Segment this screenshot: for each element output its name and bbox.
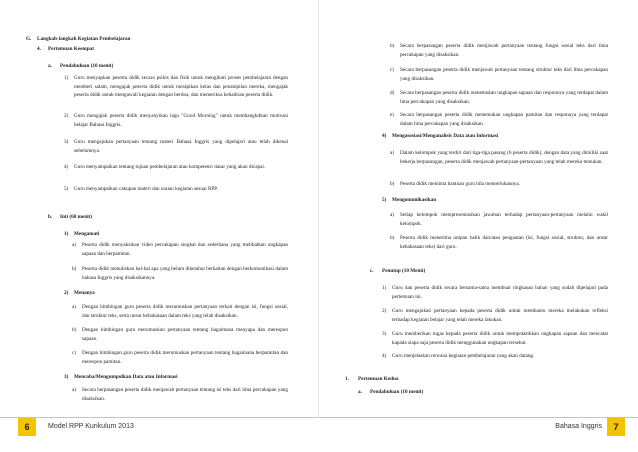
list-item: Guru memberikan tugas kepada peserta didik untuk mempraktikkan ungkapan sapaan dan mencatat kapada siapa saja peserta didik menggunakan ungkapan tersebut. <box>392 331 608 346</box>
subsection-b-label: b. <box>48 214 53 220</box>
list-item-number: a) <box>390 212 395 218</box>
list-item: Guru menyampaikan tentang tujuan pembelajaran atau kompetensi dasar yang akan dicapai. <box>74 164 266 170</box>
step-title: Mengamati <box>74 231 100 237</box>
list-item: Guru menyapkan peserta didik secara psikis dan fisik untuk mengikuti proses pembelajaran dengan memberi salam, mengajak peserta didik untuk merapikan kelas dan penampilan mereka, mengajak peserta didik untuk mengawali kegiatan dengan berdoa, dan memeriksa kehadiran peserta didik. <box>74 75 288 99</box>
list-item-number: b) <box>72 266 77 272</box>
list-item: Secara berpasangan peserta didik menemukan ungkapan sapaan dan responnya yang terdapat dalam lima percakapan yang disaksikan. <box>400 90 608 105</box>
list-item-number: 5) <box>64 186 69 192</box>
subsection-b-title: Inti (60 menit) <box>60 214 92 220</box>
list-item: Peserta didik menyaksikan video percakapan singkat dan sederhana yang melibatkan ungkapan sapaan dan berpamitan. <box>82 242 288 257</box>
list-item-number: 4) <box>382 353 387 359</box>
list-item: Dengan bimbingan guru merumuskan pertanyaan tentang bagaimana menyapa dan merespon sapaan. <box>82 327 288 342</box>
list-item-number: a) <box>72 242 77 248</box>
page-number-badge: 7 <box>607 418 625 436</box>
page-number-badge: 6 <box>18 418 36 436</box>
list-item-number: b) <box>390 43 395 49</box>
list-item-number: a) <box>390 150 395 156</box>
next-meeting-title: Pertemuan Kedua <box>358 376 399 382</box>
list-item-number: a) <box>72 304 77 310</box>
step-title: Mengomunikasikan <box>392 197 437 203</box>
subsection-c-label: c. <box>370 268 374 274</box>
step-number: 1) <box>64 231 69 237</box>
list-item-number: 3) <box>64 139 69 145</box>
footer-rule <box>319 417 638 418</box>
step-title: Menanya <box>74 290 95 296</box>
list-item-number: 2) <box>64 113 69 119</box>
list-item: Dengan bimbingan guru peserta didik merumuskan pertanyaan tentang bagaimana berpamitan dan merespon pamitan. <box>82 350 288 365</box>
list-item: Guru mengajukan pertanyaan tentang materi Bahasa Inggris yang dipelajari atau telah dikenal sebelumnya. <box>74 139 288 154</box>
meeting-title: Pertemuan Keempat <box>48 46 94 52</box>
list-item-number: b) <box>390 181 395 187</box>
list-item-number: 1) <box>64 75 69 81</box>
subsection-a-title: Pendahuluan (10 menit) <box>60 63 114 69</box>
list-item: Secara berpasangan peserta didik menjawab pertanyaan tentang struktur teks dari lima percakapan yang disaksikan. <box>400 67 608 82</box>
list-item-number: b) <box>72 327 77 333</box>
step-title: Mengasosiasi/Menganalisis Data atau Informasi <box>392 133 499 139</box>
list-item: Setiap kelompok mempresentasikan jawaban terhadap pertanyaan-pertanyaan melalui wakil kelompok. <box>400 212 608 227</box>
section-title: Langkah-langkah Kegiatan Pembelajaran <box>37 36 131 42</box>
section-label: G. <box>26 36 32 42</box>
list-item-number: 2) <box>382 308 387 314</box>
list-item-number: e) <box>390 112 395 118</box>
right-page <box>319 0 638 452</box>
list-item-number: b) <box>390 235 395 241</box>
list-item-number: a) <box>72 387 77 393</box>
list-item: Guru mengajukan pertanyaan kepada peserta didik untuk membantu mereka melakukan refleksi terhadap kegiatan belajar yang telah mereka lakukan. <box>392 308 608 323</box>
list-item-number: c) <box>72 350 77 356</box>
step-number: 5) <box>382 197 387 203</box>
subsection-a-label: a. <box>48 63 52 69</box>
list-item: Secara berpasangan peserta didik menjawab pertanyaan tentang isi teks dari lima percakapan yang disaksikan. <box>82 387 288 402</box>
list-item: Guru dan peserta didik secara bersama-sama membuat ringkasan bahan yang sudah dipelajari pada pertemuan ini. <box>392 285 608 300</box>
list-item: Peserta didik meminta bantuan guru bila memerlukannya. <box>400 181 520 187</box>
list-item: Guru mengajak peserta didik menyanyikan lagu "Good Morning" untuk membangkitkan motivasi belajar Bahasa Inggris. <box>74 113 288 128</box>
footer-rule <box>0 417 319 418</box>
list-item: Peserta didik menerima umpan balik dan/atau penguatan (isi, fungsi sosial, struktur, dan unsur kebahasaan teks) dari guru. <box>400 235 608 250</box>
footer-book-title: Model RPP Kurikulum 2013 <box>48 423 134 430</box>
list-item: Secara berpasangan peserta didik menemukan ungkapan pamitan dan responnya yang terdapat dalam lima percakapan yang disaksikan. <box>400 112 608 127</box>
step-title: Mencoba/Mengumpulkan Data atau Informasi <box>74 374 178 380</box>
list-item-number: 4) <box>64 164 69 170</box>
next-meeting-number: 1. <box>345 376 349 382</box>
footer-subject: Bahasa Inggris <box>555 423 602 430</box>
list-item: Secara berpasangan peserta didik menjawab pertanyaan tentang fungsi sosial teks dari lima percakapan yang disaksikan. <box>400 43 608 58</box>
list-item: Peserta didik menuliskan hal-hal apa yang belum diketahui berkaitan dengan berkomunikasi dalam bahasa Inggris yang disaksikannya. <box>82 266 288 281</box>
list-item-number: 1) <box>382 285 387 291</box>
subsection-c-title: Penutup (10 Menit) <box>382 268 426 274</box>
step-number: 4) <box>382 133 387 139</box>
next-subsection-a-title: Pendahuluan (10 menit) <box>370 389 424 395</box>
list-item: Dalam kelompok yang terdiri dari tiga-tiga pasang (6 peserta didik), dengan data yang dimiliki saat bekerja berpasangan, peserta didik menjawab pertanyaan-pertanyaan yang telah mereka temukan. <box>400 150 608 165</box>
list-item: Dengan bimbingan guru peserta didik merumuskan pertanyaan terkait dengan isi, fungsi sosial, dan struktur teks, serta unsur kebahasaan dalam teks yang telah disaksikan. <box>82 304 288 319</box>
next-subsection-a-label: a. <box>358 389 362 395</box>
meeting-number: 4. <box>37 46 41 52</box>
list-item-number: c) <box>390 67 395 73</box>
list-item: Guru menyampaikan cakupan materi dan uraian kegiatan sesuai RPP. <box>74 186 218 192</box>
list-item-number: d) <box>390 90 395 96</box>
step-number: 2) <box>64 290 69 296</box>
list-item: Guru menjelaskan rencana kegiatan pembelajaran yang akan datang. <box>392 353 535 359</box>
list-item-number: 3) <box>382 331 387 337</box>
step-number: 3) <box>64 374 69 380</box>
